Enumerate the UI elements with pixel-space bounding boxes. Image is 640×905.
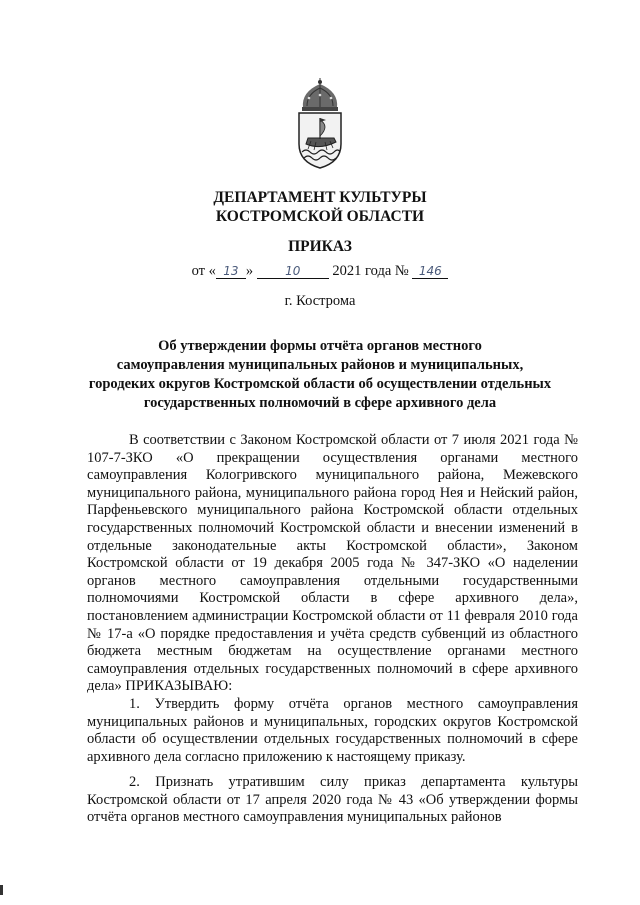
scan-edge-mark — [0, 885, 3, 895]
city-name: г. Кострома — [284, 293, 356, 309]
department-line-2: КОСТРОМСКОЙ ОБЛАСТИ — [215, 208, 425, 225]
order-body — [87, 432, 578, 827]
order-title: ПРИКАЗ — [288, 238, 352, 255]
department-name — [0, 188, 640, 226]
kostroma-coat-of-arms-icon — [289, 78, 351, 170]
order-item-1: 1. Утвердить форму отчёта органов местного самоуправления муниципальных районов и муниципальных, городских округов Костромской области об осуществлении отдельных государственных полномочий в сфере архивного дела согласно приложению к настоящему приказу. — [87, 695, 578, 765]
order-number-field — [412, 264, 448, 279]
subject-line-4: государственных полномочий в сфере архивного дела — [143, 395, 497, 411]
date-year-text: 2021 года № — [332, 263, 409, 279]
preamble-paragraph: В соответствии с Законом Костромской области от 7 июля 2021 года № 107-7-ЗКО «О прекращении осуществления органами местного самоуправления Кологривского муниципального района, Межевского муниципального района, муниципального района город Нея и Нейский район, Парфеньевского муниципального района Костромской области отдельных государственных полномочий Костромской области и внесении изменений в отдельные законодательные акты Костромской области», Законом Костромской области от 19 декабря 2005 года № 347-ЗКО «О наделении органов местного самоуправления отдельными государственными полномочиями Костромской области в сфере архивного дела», постановлением администрации Костромской области от 11 февраля 2010 года № 17-а «О порядке предоставления и учёта средств субвенций из областного бюджета местным бюджетам на осуществление органами местного самоуправления отдельных государственных полномочий в сфере архивного дела» ПРИКАЗЫВАЮ: — [87, 432, 578, 695]
order-date-line — [0, 263, 640, 280]
date-day-field — [216, 264, 246, 279]
order-subject — [0, 337, 640, 413]
subject-line-1: Об утверждении формы отчёта органов местного — [158, 338, 482, 354]
subject-line-3: городеких округов Костромской области об осуществлении отдельных — [88, 376, 552, 392]
date-separator: » — [245, 263, 254, 279]
handwritten-month: 10 — [285, 264, 301, 278]
handwritten-day: 13 — [223, 264, 239, 278]
subject-line-2: самоуправления муниципальных районов и муниципальных, — [116, 357, 524, 373]
order-item-2: 2. Признать утратившим силу приказ департамента культуры Костромской области от 17 апреля 2020 года № 43 «Об утверждении формы отчёта органов местного самоуправления муниципальных районов — [87, 774, 578, 826]
date-prefix: от « — [191, 263, 216, 279]
date-month-field — [257, 264, 329, 279]
handwritten-order-number: 146 — [418, 264, 442, 278]
department-line-1: ДЕПАРТАМЕНТ КУЛЬТУРЫ — [213, 189, 427, 206]
